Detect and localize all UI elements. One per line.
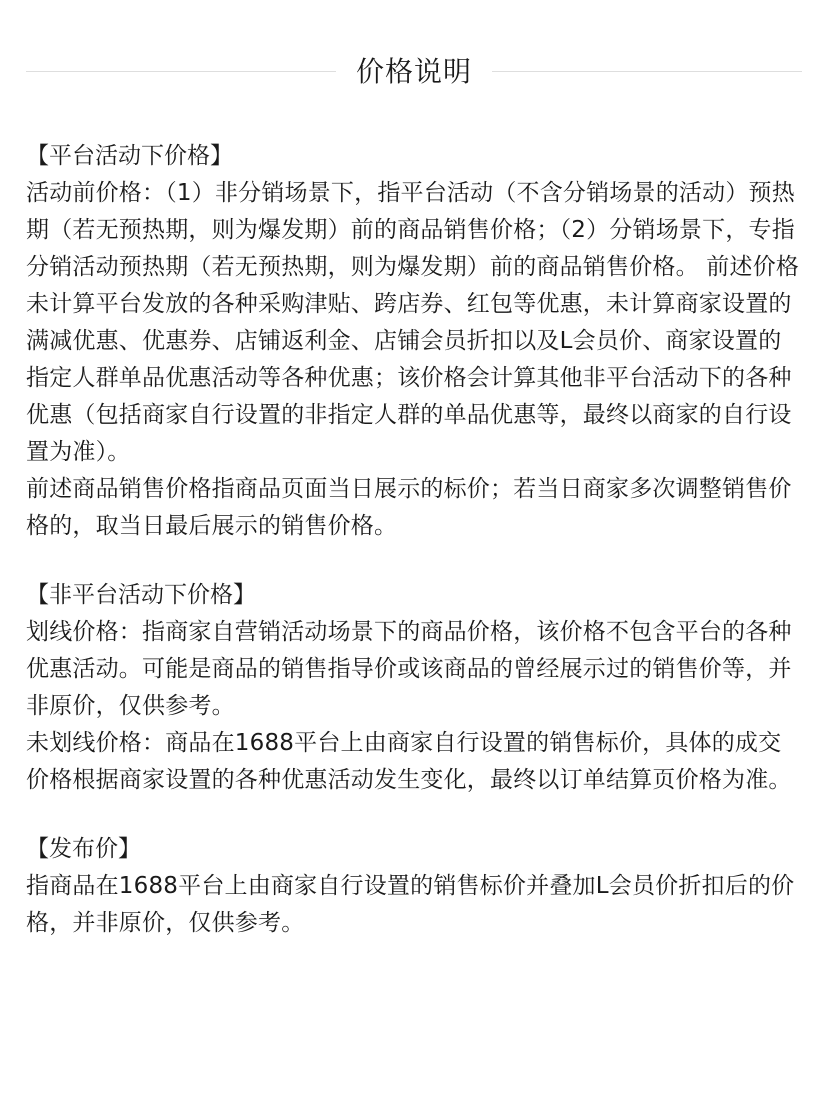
section-title: 【非平台活动下价格】: [26, 582, 256, 608]
paragraph-pre-activity-price: 活动前价格：（1）非分销场景下，指平台活动（不含分销场景的活动）预热期（若无预热期，则为爆发期）前的商品销售价格；（2）分销场景下，专指分销活动预热期（若无预热期，则为爆发期）前的商品销售价格。 前述价格未计算平台发放的各种采购津贴、跨店券、红包等优惠，未计算商家设置的满减优惠、优惠券、店铺返利金、店铺会员折扣以及L会员价、商家设置的指定人群单品优惠活动等各种优惠；该价格会计算其他非平台活动下的各种优惠（包括商家自行设置的非指定人群的单品优惠等，最终以商家的自行设置为准）。: [26, 180, 800, 465]
page-header: [26, 50, 802, 96]
section-published-price: [26, 831, 802, 942]
paragraph-sales-price-definition: 前述商品销售价格指商品页面当日展示的标价；若当日商家多次调整销售价格的，取当日最后展示的销售价格。: [26, 476, 792, 539]
section-platform-activity-price: [26, 138, 802, 545]
section-non-platform-activity-price: [26, 577, 802, 799]
paragraph-published-price: 指商品在1688平台上由商家自行设置的销售标价并叠加L会员价折扣后的价格，并非原价，仅供参考。: [26, 873, 795, 936]
paragraph-non-strikethrough-price: 未划线价格：商品在1688平台上由商家自行设置的销售标价，具体的成交价格根据商家设置的各种优惠活动发生变化，最终以订单结算页价格为准。: [26, 730, 792, 793]
price-explanation-content: [26, 138, 802, 942]
section-title: 【平台活动下价格】: [26, 143, 233, 169]
section-title: 【发布价】: [26, 836, 141, 862]
page-title: 价格说明: [336, 50, 492, 94]
paragraph-strikethrough-price: 划线价格：指商家自营销活动场景下的商品价格，该价格不包含平台的各种优惠活动。可能是商品的销售指导价或该商品的曾经展示过的销售价等，并非原价，仅供参考。: [26, 619, 792, 719]
